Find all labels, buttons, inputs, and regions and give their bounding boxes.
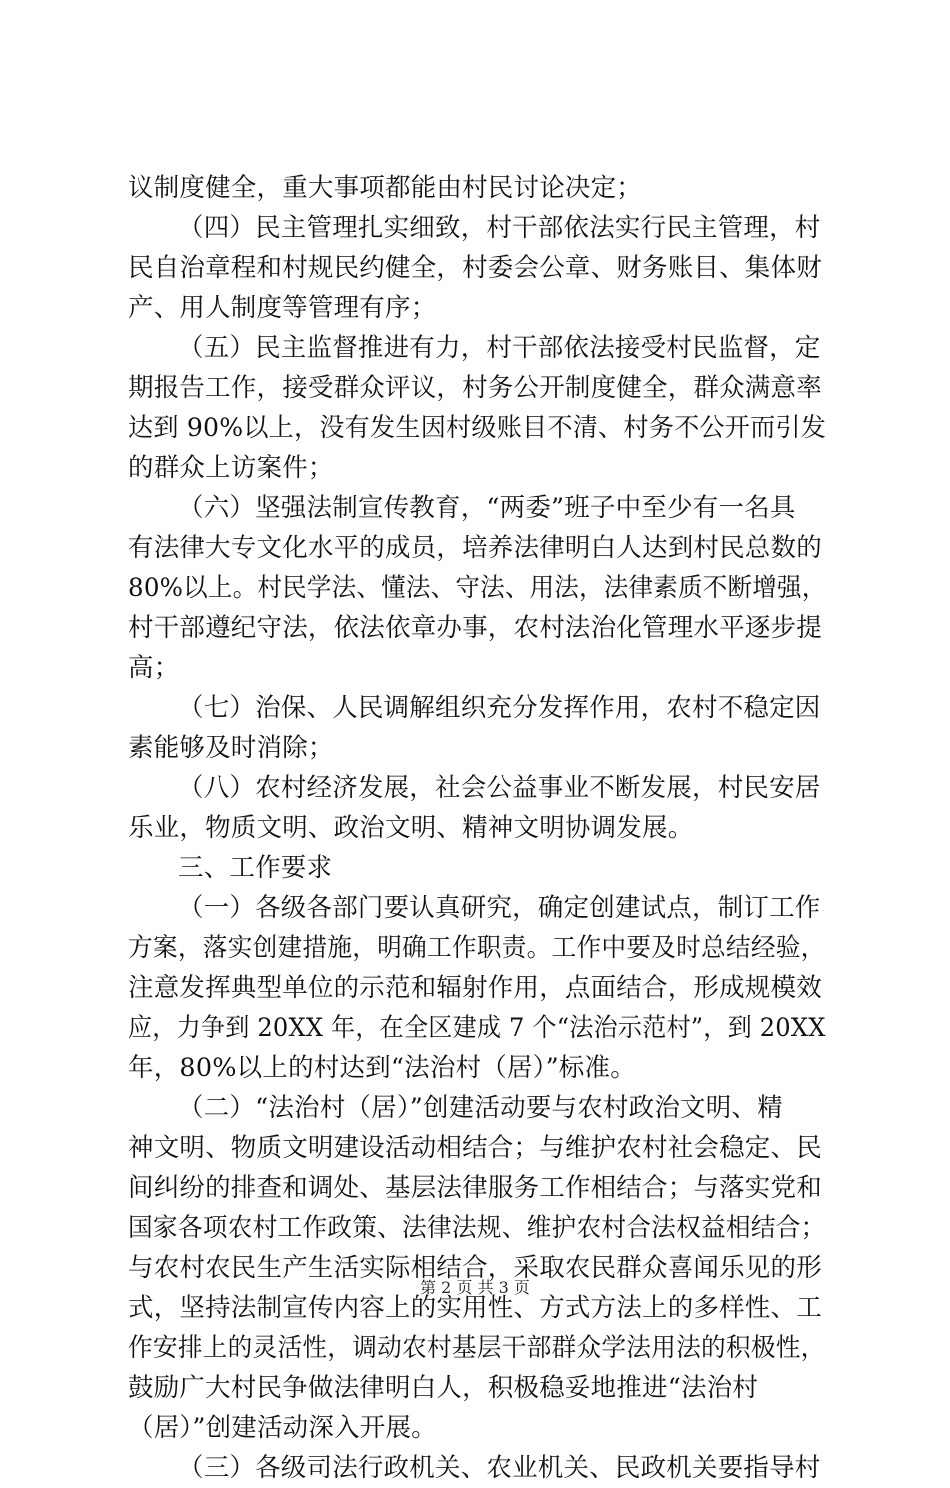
text-line: 高； bbox=[128, 653, 180, 683]
text-line: （七）治保、人民调解组织充分发挥作用，农村不稳定因 bbox=[178, 693, 821, 723]
text-line: 方案，落实创建措施，明确工作职责。工作中要及时总结经验， bbox=[128, 933, 826, 963]
text-line: （居）”创建活动深入开展。 bbox=[128, 1413, 437, 1443]
text-line: 乐业，物质文明、政治文明、精神文明协调发展。 bbox=[128, 813, 694, 843]
text-line: 作安排上的灵活性，调动农村基层干部群众学法用法的积极性， bbox=[128, 1333, 826, 1363]
text-line: 三、工作要求 bbox=[178, 853, 333, 883]
text-line: 村干部遵纪守法，依法依章办事，农村法治化管理水平逐步提 bbox=[128, 613, 822, 643]
text-line: 议制度健全，重大事项都能由村民讨论决定； bbox=[128, 173, 643, 203]
text-line: 鼓励广大村民争做法律明白人，积极稳妥地推进“法治村 bbox=[128, 1373, 759, 1403]
text-line: （四）民主管理扎实细致，村干部依法实行民主管理，村 bbox=[178, 213, 821, 243]
text-line: （一）各级各部门要认真研究，确定创建试点，制订工作 bbox=[178, 893, 821, 923]
text-line: 有法律大专文化水平的成员，培养法律明白人达到村民总数的 bbox=[128, 533, 822, 563]
text-line: 神文明、物质文明建设活动相结合；与维护农村社会稳定、民 bbox=[128, 1133, 822, 1163]
text-line: 应，力争到 20XX 年，在全区建成 7 个“法治示范村”，到 20XX bbox=[128, 1013, 826, 1043]
page-footer: 第 2 页 共 3 页 bbox=[420, 1278, 530, 1297]
text-line: （三）各级司法行政机关、农业机关、民政机关要指导村 bbox=[178, 1453, 821, 1483]
text-line: 与农村农民生产生活实际相结合，采取农民群众喜闻乐见的形 bbox=[128, 1253, 822, 1283]
text-line: （二）“法治村（居）”创建活动要与农村政治文明、精 bbox=[178, 1093, 783, 1123]
text-line: 80%以上。村民学法、懂法、守法、用法，法律素质不断增强， bbox=[128, 573, 827, 603]
text-line: （六）坚强法制宣传教育，“两委”班子中至少有一名具 bbox=[178, 493, 796, 523]
text-line: 达到 90%以上，没有发生因村级账目不清、村务不公开而引发 bbox=[128, 413, 827, 443]
text-line: 期报告工作，接受群众评议，村务公开制度健全，群众满意率 bbox=[128, 373, 822, 403]
text-line: 年，80%以上的村达到“法治村（居）”标准。 bbox=[128, 1053, 636, 1083]
text-line: 的群众上访案件； bbox=[128, 453, 334, 483]
text-line: 素能够及时消除； bbox=[128, 733, 334, 763]
text-line: （五）民主监督推进有力，村干部依法接受村民监督，定 bbox=[178, 333, 821, 363]
text-line: 民自治章程和村规民约健全，村委会公章、财务账目、集体财 bbox=[128, 253, 822, 283]
text-line: 式，坚持法制宣传内容上的实用性、方式方法上的多样性、工 bbox=[128, 1293, 822, 1323]
text-line: 产、用人制度等管理有序； bbox=[128, 293, 437, 323]
text-line: 间纠纷的排查和调处、基层法律服务工作相结合；与落实党和 bbox=[128, 1173, 822, 1203]
text-line: （八）农村经济发展，社会公益事业不断发展，村民安居 bbox=[178, 773, 821, 803]
text-line: 注意发挥典型单位的示范和辐射作用，点面结合，形成规模效 bbox=[128, 973, 822, 1003]
text-line: 国家各项农村工作政策、法律法规、维护农村合法权益相结合； bbox=[128, 1213, 826, 1243]
